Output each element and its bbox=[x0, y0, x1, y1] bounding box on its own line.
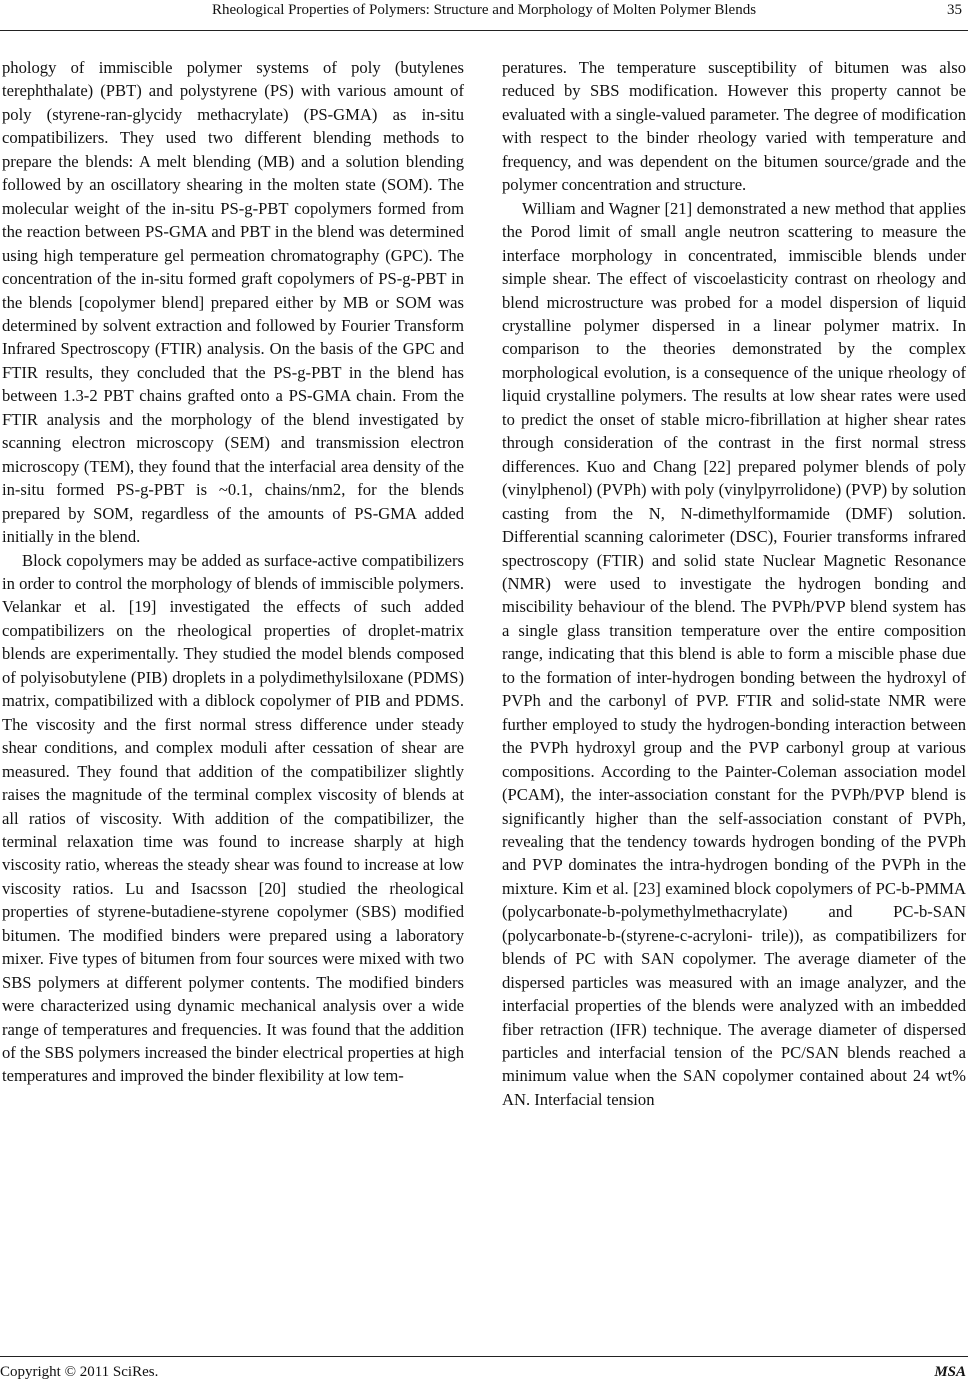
footer-divider bbox=[0, 1356, 968, 1357]
running-header bbox=[0, 2, 968, 26]
header-divider bbox=[0, 30, 968, 31]
paragraph-block-copolymers: Block copolymers may be added as surface-active compatibilizers in order to control the morphology of blends of immiscible polymers. Velankar et al. [19] investigated the effects of such added compatibilizers on the rheological properties of droplet-matrix blends are experimentally. They studied the model blends composed of polyisobutylene (PIB) droplets in a polydimethylsiloxane (PDMS) matrix, compatibilized with a diblock copolymer of PIB and PDMS. The viscosity and the first normal stress difference under steady shear conditions, and complex moduli after cessation of shear are measured. They found that addition of the compatibilizer slightly raises the magnitude of the terminal complex viscosity of blends at all ratios of viscosity. With addition of the compatibilizer, the terminal relaxation time was found to increase sharply at high viscosity ratio, whereas the steady shear was found to increase at low viscosity ratios. Lu and Isacsson [20] studied the rheological properties of styrene-butadiene-styrene copolymer (SBS) modified bitumen. The modified binders were prepared using a laboratory mixer. Five types of bitumen from four sources were mixed with two SBS polymers at different polymer contents. The modified binders were characterized using dynamic mechanical analysis over a wide range of temperatures and frequencies. It was found that the addition of the SBS polymers increased the binder electrical properties at high temperatures and improved the binder flexibility at low tem- bbox=[2, 550, 464, 1086]
footer-copyright: Copyright © 2011 SciRes. bbox=[0, 1364, 159, 1380]
page-number: 35 bbox=[947, 2, 962, 18]
paragraph-william-wagner: William and Wagner [21] demonstrated a new method that applies the Porod limit of small angle neutron scattering to measure the interface morphology in concentrated, immiscible blends under simple shear. The effect of viscoelasticity contrast on rheology and blend microstructure was probed for a model dispersion of liquid crystalline polymer dispersed in a linear polymer matrix. In comparison to the theories demonstrated by the complex morphological evolution, is a consequence of the unique rheology of liquid crystalline polymers. The results at low shear rates were used to predict the onset of stable micro-fibrillation at higher shear rates through consideration of the contrast in the first normal stress differences. Kuo and Chang [22] prepared polymer blends of poly (vinylphenol) (PVPh) with poly (vinylpyrrolidone) (PVP) by solution casting from the N, N-dimethylformamide (DMF) solution. Differential scanning calorimeter (DSC), Fourier transforms infrared spectroscopy (FTIR) and solid state Nuclear Magnetic Resonance (NMR) were used to investigate the hydrogen bonding and miscibility behaviour of the blend. The PVPh/PVP blend system has a single glass transition temperature over the entire composition range, indicating that this blend is able to form a miscible phase due to the formation of inter-hydrogen bonding between the hydroxyl of PVPh and the carbonyl of PVP. FTIR and solid-state NMR were further employed to study the hydrogen-bonding interaction between the PVPh hydroxyl group and the PVP carbonyl group at various compositions. According to the Painter-Coleman association model (PCAM), the inter-association constant for the PVPh/PVP blend is significantly higher than the self-association constant of PVPh, revealing that the tendency towards hydrogen bonding of the PVPh and PVP dominates the intra-hydrogen bonding of the PVPh in the mixture. Kim et al. [23] examined block copolymers of PC-b-PMMA (polycarbonate-b-polymethylmethacrylate) and PC-b-SAN (polycarbonate-b-(styrene-c-acryloni- trile)), as compatibilizers for blends of PC with SAN copolymer. The average diameter of the dispersed particles was measured with an image analyzer, and the interfacial properties of the blends were analyzed with an imbedded fiber retraction (IFR) technique. The average diameter of dispersed particles and interfacial tension of the PC/SAN blends reached a minimum value when the SAN copolymer contained about 24 wt% AN. Interfacial tension bbox=[502, 198, 966, 1109]
paragraph-continued-from-previous-page: phology of immiscible polymer systems of poly (butylenes terephthalate) (PBT) and polystyrene (PS) with various amount of poly (styrene-ran-glycidy methacrylate) (PS-GMA) as in-situ compatibilizers. They used two different blending methods to prepare the blends: A melt blending (MB) and a solution blending followed by an oscillatory shearing in the molten state (SOM). The molecular weight of the in-situ PS-g-PBT copolymers formed from the reaction between PS-GMA and PBT in the blend was determined using high temperature gel permeation chromatography (GPC). The concentration of the in-situ formed graft copolymers of PS-g-PBT in the blends [copolymer blend] prepared either by MB or SOM was determined by solvent extraction and followed by Fourier Transform Infrared Spectroscopy (FTIR) analysis. On the basis of the GPC and FTIR results, they concluded that the PS-g-PBT in the blend has between 1.3-2 PBT chains grafted onto a PS-GMA chain. From the FTIR analysis and the morphology of the blend investigated by scanning electron microscopy (SEM) and transmission electron microscopy (TEM), they found that the interfacial area density of the in-situ formed PS-g-PBT is ~0.1, chains/nm2, for the blends prepared by SOM, regardless of the amounts of PS-GMA added initially in the blend. bbox=[2, 58, 464, 547]
paragraph-bitumen-continued: peratures. The temperature susceptibility of bitumen was also reduced by SBS modification. However this property cannot be evaluated with a single-valued parameter. The degree of modification with respect to the binder rheology varied with temperature and frequency, and was dependent on the bitumen source/grade and the polymer concentration and structure. bbox=[502, 58, 966, 195]
running-title: Rheological Properties of Polymers: Structure and Morphology of Molten Polymer Blends bbox=[211, 2, 757, 18]
footer-journal-abbrev: MSA bbox=[934, 1364, 966, 1380]
left-column bbox=[2, 56, 464, 1088]
right-column bbox=[502, 56, 966, 1111]
